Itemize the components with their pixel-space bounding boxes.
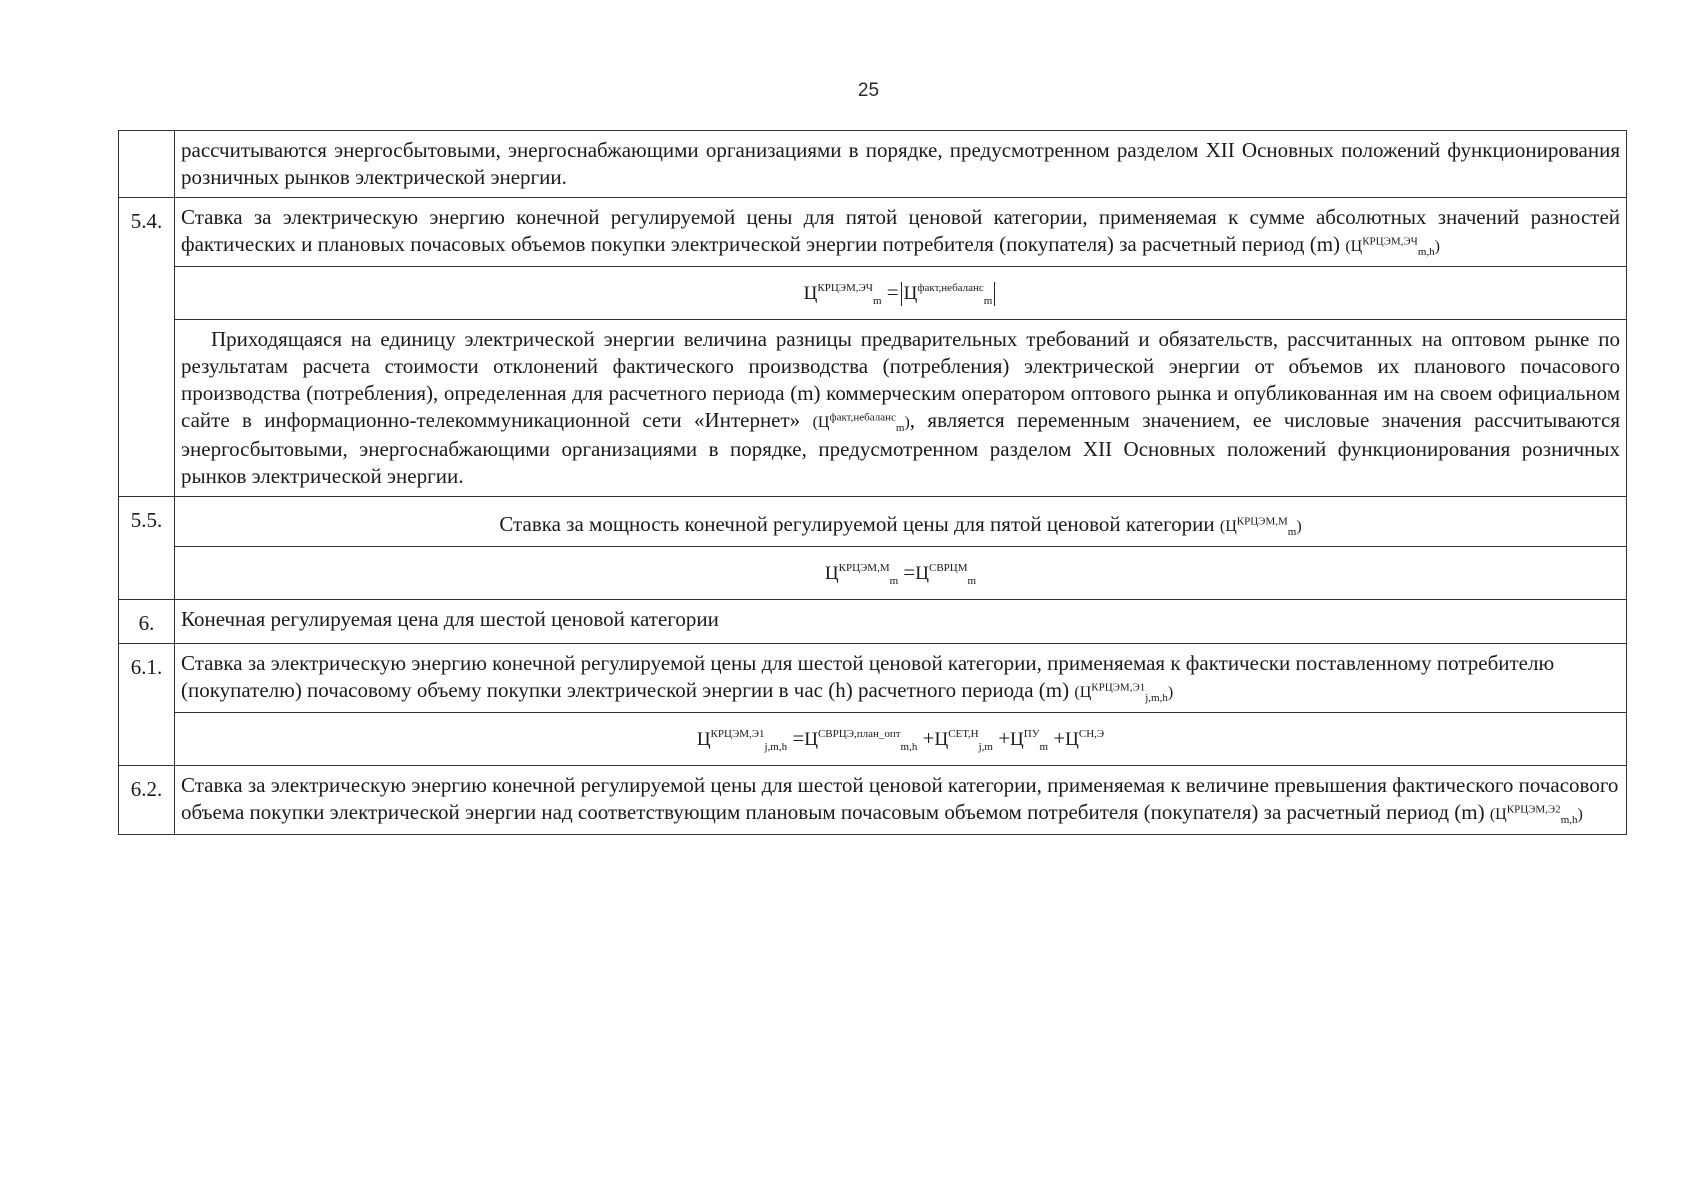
price-notation: $(Ц^{КРЦЭМ,Э2}_{m,h})$ [1489,803,1583,827]
tariff-table [118,130,1627,835]
table-row [119,198,1627,267]
formula: $Ц^{КРЦЭМ,Э1}_{j,m,h} =Ц^{СВРЦЭ,план\_опт}_{m,h} +Ц^{СЕТ,Н}_{j,m} +Ц^{ПУ}_m +Ц^{СН,Э}$ [175,713,1627,766]
row-text: Ставка за мощность конечной регулируемой цены для пятой ценовой категории $(Ц^{КРЦЭМ,М}_m)$ [175,497,1627,547]
row-text: Ставка за электрическую энергию конечной регулируемой цены для шестой ценовой категории, применяемая к величине превышения фактического почасового объема покупки электрической энергии над соответствующим плановым почасовым объемом потребителя (покупателя) за расчетный период (m) $(Ц^{КРЦЭМ,Э2}_{m,h})$ [175,766,1627,835]
price-notation: $(Ц^{КРЦЭМ,Э1}_{j,m,h})$ [1074,681,1174,705]
explanation-text: Приходящаяся на единицу электрической энергии величина разницы предварительных требований и обязательств, рассчитанных на оптовом рынке по результатам расчета стоимости отклонений фактического производства (потребления) электрической энергии от объемов их планового почасового производства (потребления), определенная для расчетного периода (m) коммерческим оператором оптового рынка и опубликованная им на своем официальном сайте в информационно-телекоммуникационной сети «Интернет» $(Ц^{факт,небаланс}_m)$, является переменным значением, ее числовые значения рассчитываются энергосбытовыми, энергоснабжающими организациями в порядке, предусмотренном разделом XII Основных положений функционирования розничных рынков электрической энергии. [175,320,1627,497]
formula-row [119,267,1627,320]
explanation-row [119,320,1627,497]
table-row [119,131,1627,198]
table-row [119,644,1627,713]
table-row [119,600,1627,644]
row-number: 6.1. [119,644,175,766]
formula: $Ц^{КРЦЭМ,ЭЧ}_m = Ц^{факт,небаланс}_m$ [175,267,1627,320]
row-text-body: Ставка за электрическую энергию конечной регулируемой цены для пятой ценовой категории, применяемая к сумме абсолютных значений разностей фактических и плановых почасовых объемов покупки электрической энергии потребителя (покупателя) за расчетный период (m) [181,205,1620,256]
row-number: 5.4. [119,198,175,497]
row-number: 6. [119,600,175,644]
row-text: Ставка за электрическую энергию конечной регулируемой цены для шестой ценовой категории, применяемая к фактически поставленному потребителю (покупателю) почасовому объему покупки электрической энергии в час (h) расчетного периода (m) $(Ц^{КРЦЭМ,Э1}_{j,m,h})$ [175,644,1627,713]
formula-row [119,713,1627,766]
price-notation: $(Ц^{КРЦЭМ,ЭЧ}_{m,h})$ [1345,235,1440,259]
table-row [119,766,1627,835]
table-row [119,497,1627,547]
formula: $Ц^{КРЦЭМ,М}_m =Ц^{СВРЦМ}_m$ [175,547,1627,600]
row-number: 6.2. [119,766,175,835]
row-text: Конечная регулируемая цена для шестой ценовой категории [175,600,1627,644]
row-text [175,198,1627,267]
row-text: рассчитываются энергосбытовыми, энергоснабжающими организациями в порядке, предусмотренном разделом XII Основных положений функционирования розничных рынков электрической энергии. [175,131,1627,198]
price-notation: $(Ц^{факт,небаланс}_m)$ [812,411,910,435]
page-number: 25 [857,80,880,101]
formula-row [119,547,1627,600]
row-number: 5.5. [119,497,175,600]
price-notation: $(Ц^{КРЦЭМ,М}_m)$ [1219,515,1302,539]
row-number [119,131,175,198]
